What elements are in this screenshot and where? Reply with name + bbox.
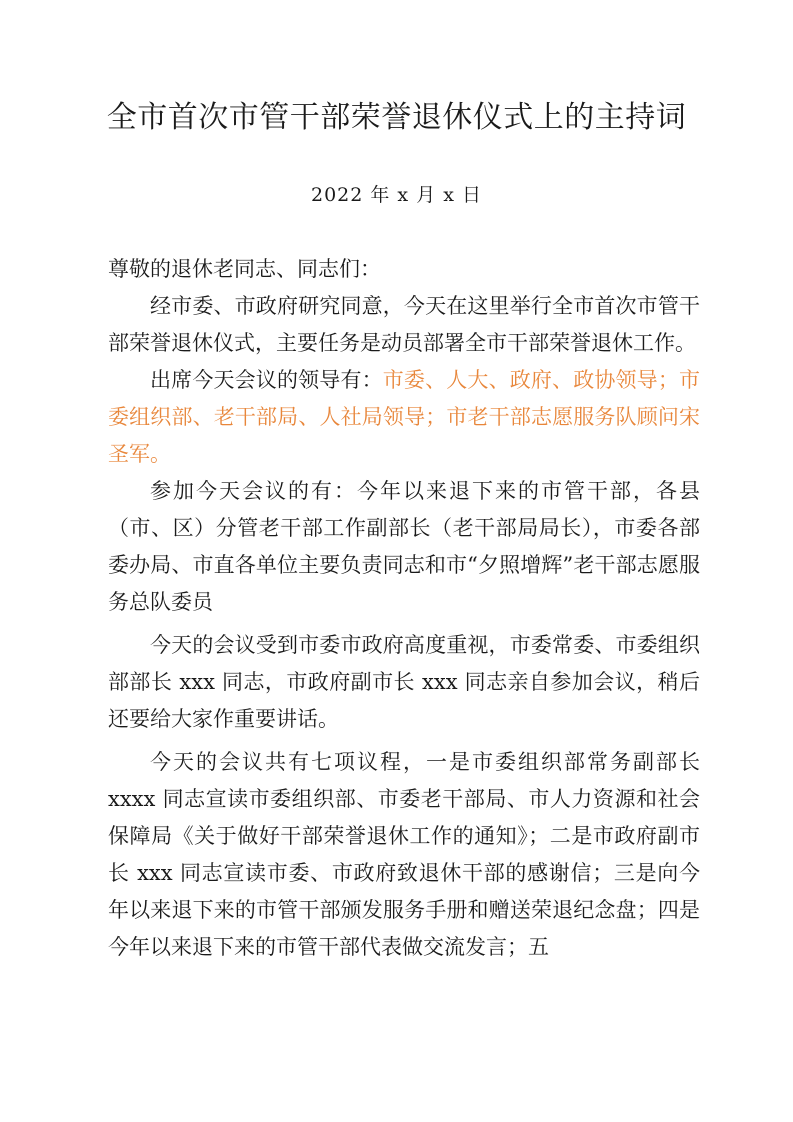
attending-leaders-list: 市委、人大、政府、政协领导；市委组织部、老干部局、人社局领导；市老干部志愿服务队顾问宋圣军。 <box>108 368 701 466</box>
document-date: 2022 年 x 月 x 日 <box>311 184 482 206</box>
paragraph-purpose: 经市委、市政府研究同意，今天在这里举行全市首次市管干部荣誉退休仪式，主要任务是动员部署全市干部荣誉退休工作。 <box>108 294 700 355</box>
document-title: 全市首次市管干部荣誉退休仪式上的主持词 <box>106 100 687 135</box>
salutation: 尊敬的退休老同志、同志们： <box>108 257 381 281</box>
paragraph-agenda: 今天的会议共有七项议程，一是市委组织部常务副部长 xxxx 同志宣读市委组织部、市委老干部局、市人力资源和社会保障局《关于做好干部荣誉退休工作的通知》；二是市政府副市长 xxx 同志宣读市委、市政府致退休干部的感谢信；三是向今年以来退下来的市管干部颁发服务手册和赠送荣退纪念盘；四是今年以来退下来的市管干部代表做交流发言；五 <box>108 750 700 959</box>
paragraph-participants: 参加今天会议的有：今年以来退下来的市管干部，各县（市、区）分管老干部工作副部长（老干部局局长），市委各部委办局、市直各单位主要负责同志和市“夕照增辉”老干部志愿服务总队委员 <box>108 479 700 614</box>
document-body <box>108 251 700 966</box>
paragraph-attending-leaders <box>108 362 700 473</box>
attending-leaders-lead-in: 出席今天会议的领导有： <box>150 368 383 392</box>
paragraph-importance: 今天的会议受到市委市政府高度重视，市委常委、市委组织部部长 xxx 同志，市政府副市长 xxx 同志亲自参加会议，稍后还要给大家作重要讲话。 <box>108 633 700 731</box>
